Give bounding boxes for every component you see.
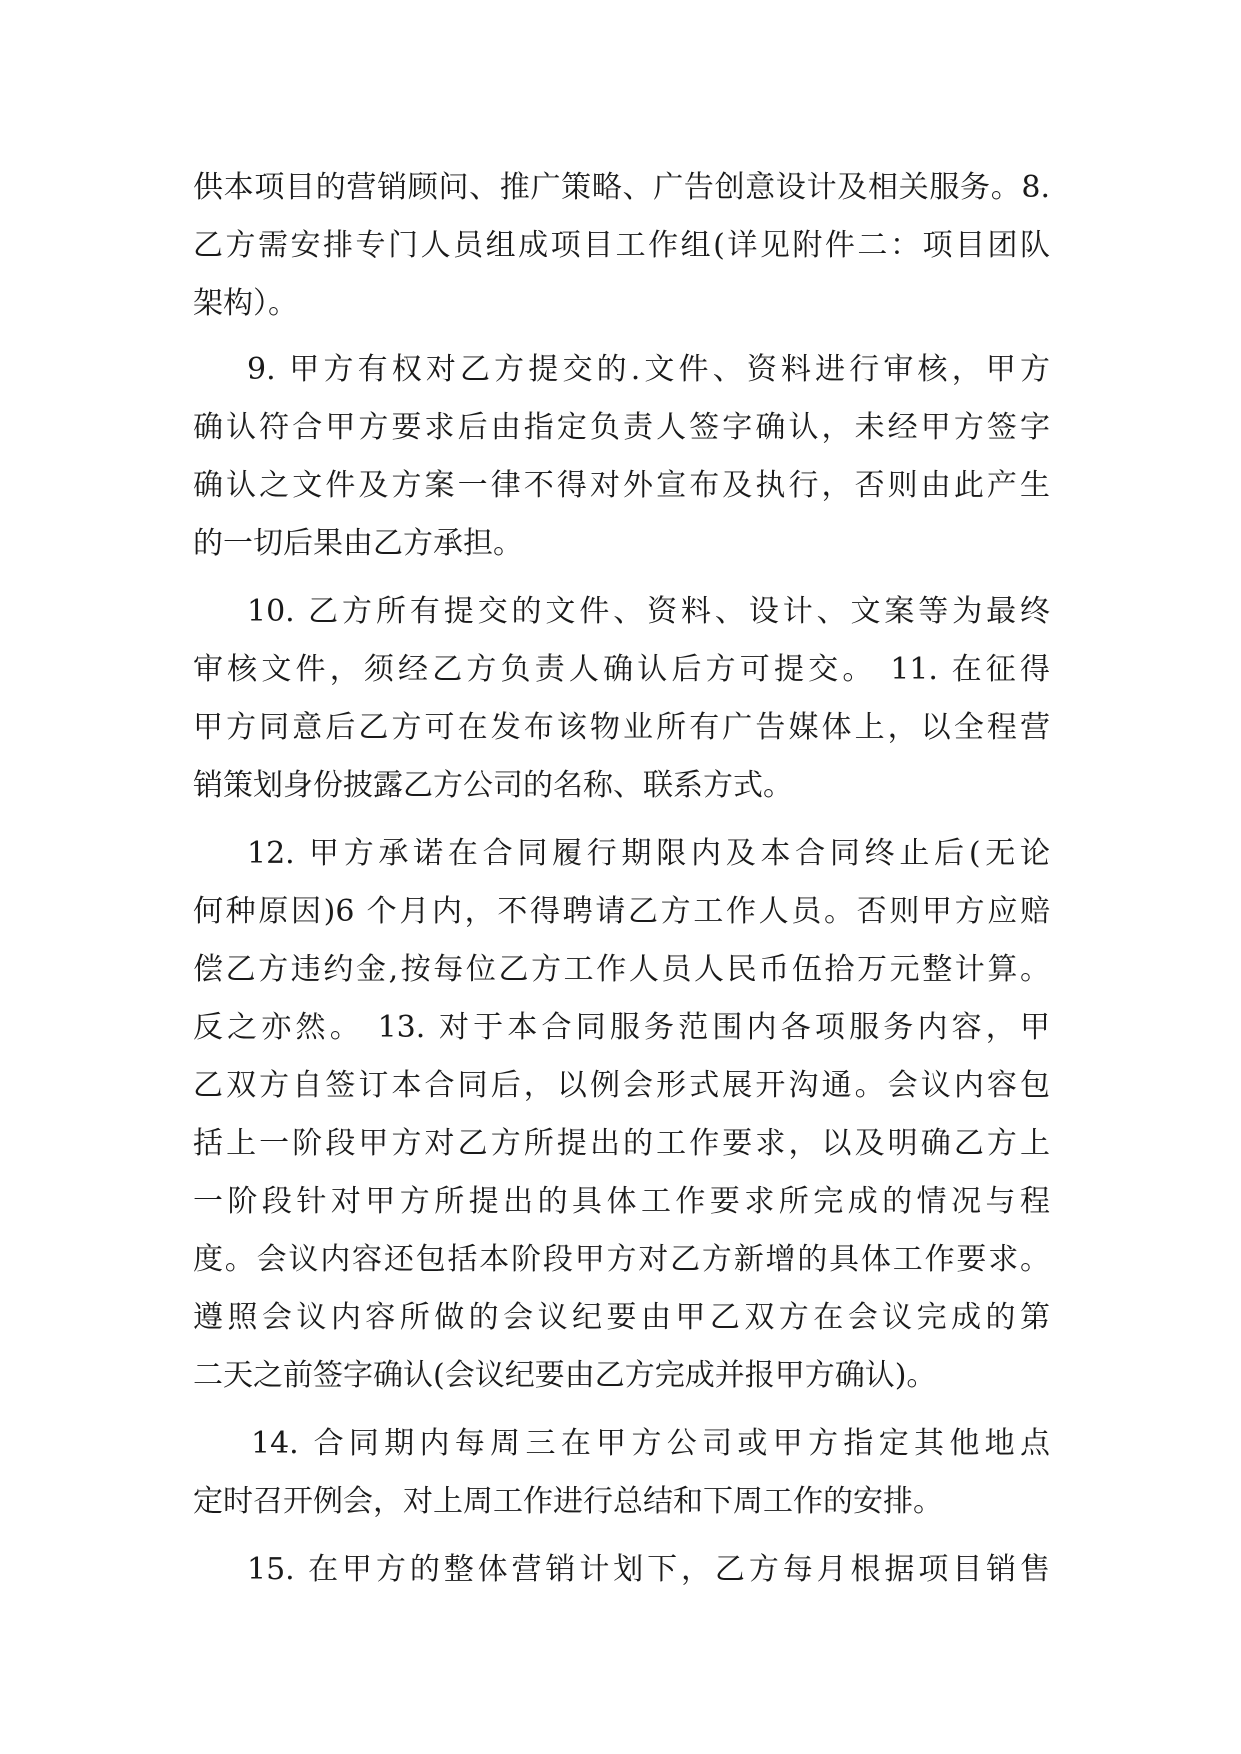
text-line: 遵照会议内容所做的会议纪要由甲乙双方在会议完成的第 <box>193 1300 1050 1335</box>
paragraph-12-start: 12. 甲方承诺在合同履行期限内及本合同终止后(无论 <box>247 836 1050 871</box>
paragraph-9-start: 9. 甲方有权对乙方提交的.文件、资料进行审核，甲方 <box>247 352 1050 387</box>
text-line: 架构）。 <box>193 286 298 321</box>
text-line: 审核文件，须经乙方负责人确认后方可提交。 11. 在征得 <box>193 652 1050 687</box>
text-line: 何种原因)6 个月内，不得聘请乙方工作人员。否则甲方应赔 <box>193 894 1050 929</box>
text-line: 度。会议内容还包括本阶段甲方对乙方新增的具体工作要求。 <box>193 1242 1050 1277</box>
text-line: 确认符合甲方要求后由指定负责人签字确认，未经甲方签字 <box>193 410 1050 445</box>
text-line: 甲方同意后乙方可在发布该物业所有广告媒体上，以全程营 <box>193 710 1050 745</box>
text-line: 反之亦然。 13. 对于本合同服务范围内各项服务内容，甲 <box>193 1010 1050 1045</box>
text-line: 的一切后果由乙方承担。 <box>193 526 523 561</box>
text-line: 括上一阶段甲方对乙方所提出的工作要求，以及明确乙方上 <box>193 1126 1050 1161</box>
text-line: 乙方需安排专门人员组成项目工作组(详见附件二：项目团队 <box>193 228 1050 263</box>
text-line: 二天之前签字确认(会议纪要由乙方完成并报甲方确认)。 <box>193 1358 937 1393</box>
text-line: 乙双方自签订本合同后，以例会形式展开沟通。会议内容包 <box>193 1068 1050 1103</box>
paragraph-14-start: 14. 合同期内每周三在甲方公司或甲方指定其他地点 <box>251 1426 1050 1461</box>
text-line: 一阶段针对甲方所提出的具体工作要求所完成的情况与程 <box>193 1184 1050 1219</box>
paragraph-10-start: 10. 乙方所有提交的文件、资料、设计、文案等为最终 <box>247 594 1050 629</box>
text-line: 偿乙方违约金,按每位乙方工作人员人民币伍拾万元整计算。 <box>193 952 1050 987</box>
text-line: 确认之文件及方案一律不得对外宣布及执行，否则由此产生 <box>193 468 1050 503</box>
paragraph-15-start: 15. 在甲方的整体营销计划下，乙方每月根据项目销售 <box>247 1552 1050 1587</box>
text-line: 销策划身份披露乙方公司的名称、联系方式。 <box>193 768 793 803</box>
text-line: 定时召开例会，对上周工作进行总结和下周工作的安排。 <box>193 1484 943 1519</box>
text-line: 供本项目的营销顾问、推广策略、广告创意设计及相关服务。8. <box>193 170 1050 205</box>
